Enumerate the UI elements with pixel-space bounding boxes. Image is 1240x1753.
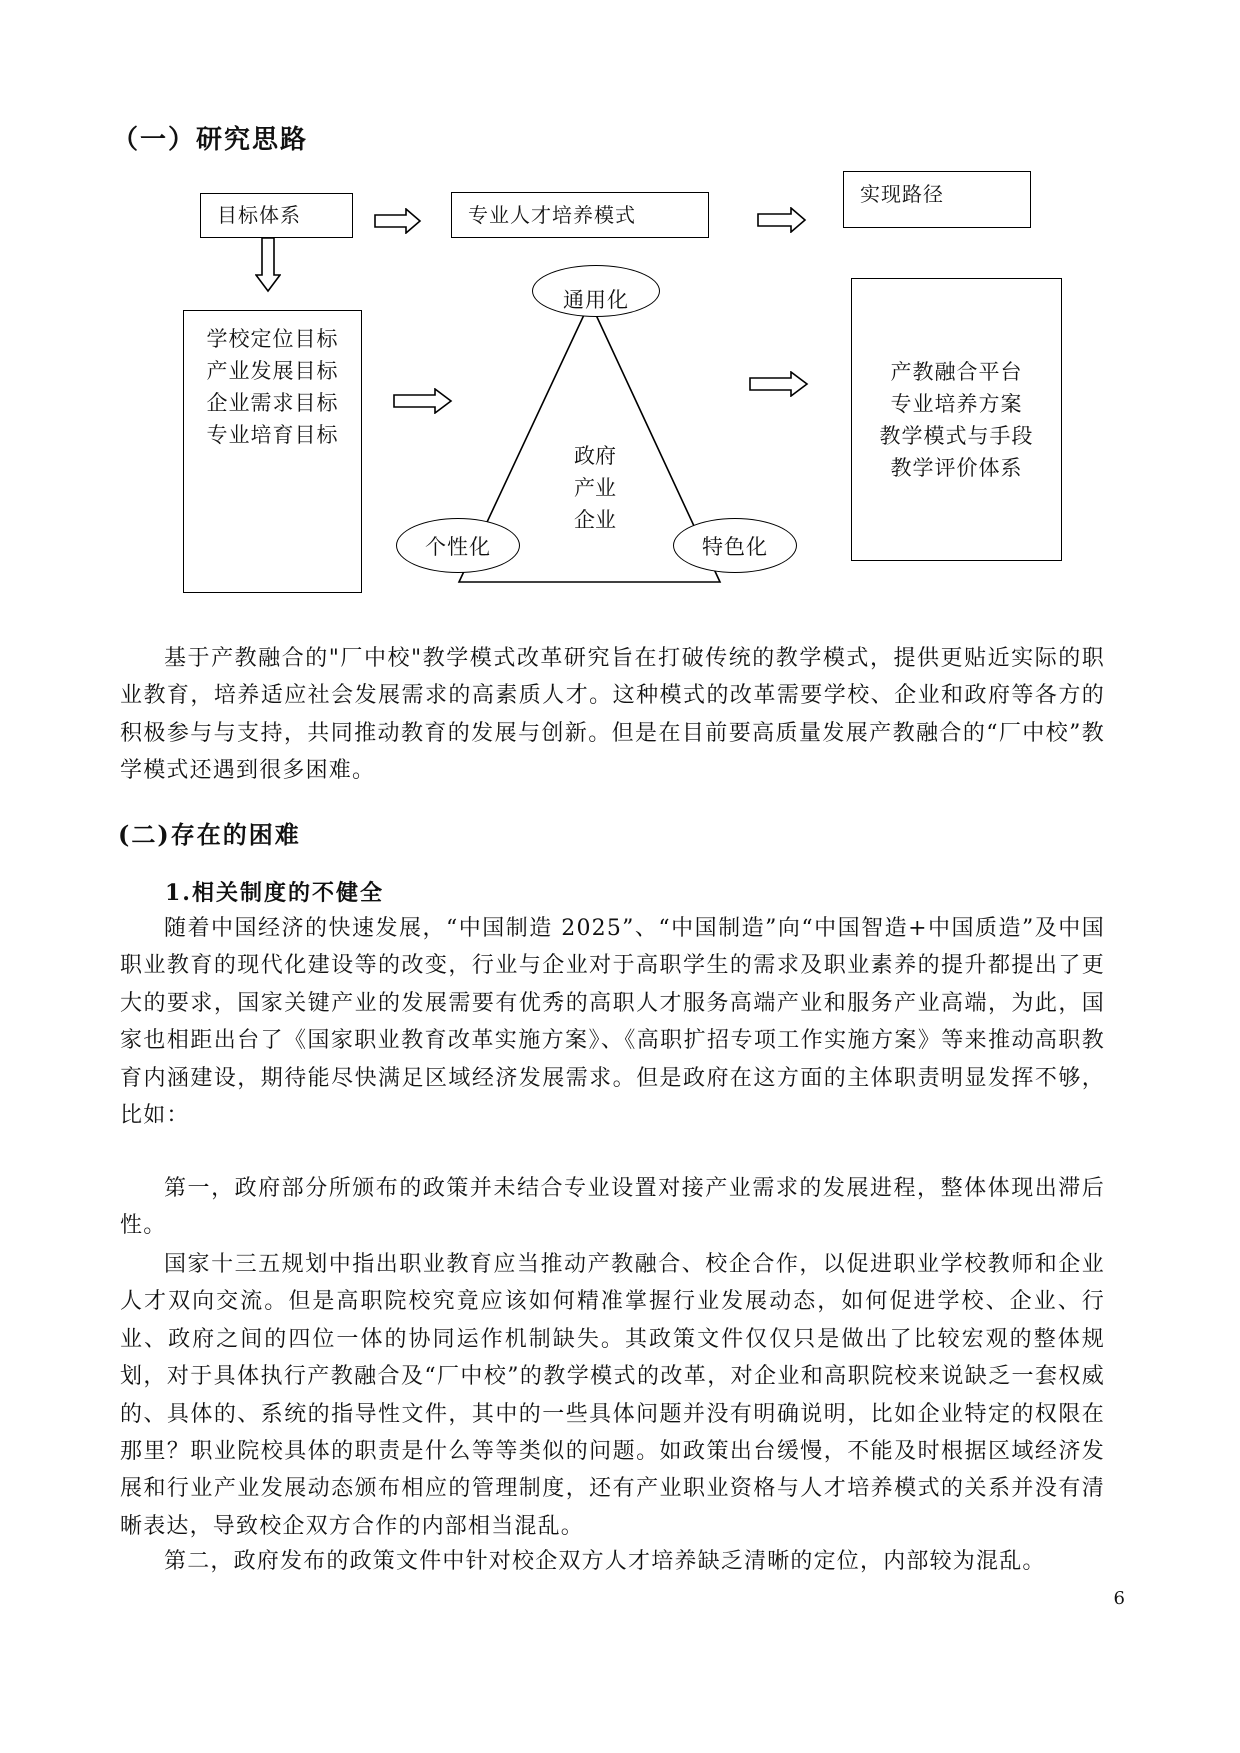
personalization-label: 个性化: [425, 534, 491, 559]
page-number: 6: [1113, 1588, 1125, 1609]
right-arrow-icon: [374, 208, 422, 234]
goal-item: 专业培育目标: [206, 423, 339, 447]
generalization-label: 通用化: [563, 288, 629, 312]
outcome-item: 专业培养方案: [890, 391, 1023, 416]
government-label: 政府: [574, 444, 616, 468]
right-arrow-icon: [749, 371, 809, 397]
implementation-path-box: [843, 171, 1031, 228]
specialization-ellipse: [673, 518, 797, 573]
outcomes-list-box: [851, 278, 1062, 561]
section-title-difficulties: (二)存在的困难: [118, 820, 301, 849]
industry-label: 产业: [574, 476, 616, 500]
talent-model-box: [451, 192, 709, 238]
body-paragraph: 随着中国经济的快速发展，“中国制造 2025”、“中国制造”向“中国智造+中国质造”及中国职业教育的现代化建设等的改变，行业与企业对于高职学生的需求及职业素养的提升都提出了更大的要求，国家关键产业的发展需要有优秀的高职人才服务高端产业和服务产业高端，为此，国家也相距出台了《国家职业教育改革实施方案》、《高职扩招专项工作实施方案》等来推动高职教育内涵建设，期待能尽快满足区域经济发展需求。但是政府在这方面的主体职责明显发挥不够，比如：: [120, 916, 1105, 1129]
triangle-center-labels: [570, 440, 620, 528]
right-arrow-icon: [393, 388, 453, 414]
body-paragraph: 第二，政府发布的政策文件中针对校企双方人才培养缺乏清晰的定位，内部较为混乱。: [164, 1549, 1046, 1574]
goal-system-box: [200, 193, 353, 238]
outcome-item: 教学模式与手段: [879, 423, 1034, 448]
enterprise-label: 企业: [574, 508, 616, 528]
goal-item: 产业发展目标: [206, 359, 339, 383]
outcome-item: 教学评价体系: [890, 455, 1023, 480]
goal-item: 学校定位目标: [206, 327, 339, 351]
specialization-label: 特色化: [702, 534, 768, 559]
body-paragraph: 国家十三五规划中指出职业教育应当推动产教融合、校企合作，以促进职业学校教师和企业人才双向交流。但是高职院校究竟应该如何精准掌握行业发展动态，如何促进学校、企业、行业、政府之间的四位一体的协同运作机制缺失。其政策文件仅仅只是做出了比较宏观的整体规划，对于具体执行产教融合及“厂中校”的教学模式的改革，对企业和高职院校来说缺乏一套权威的、具体的、系统的指导性文件，其中的一些具体问题并没有明确说明，比如企业特定的权限在那里？职业院校具体的职责是什么等等类似的问题。如政策出台缓慢，不能及时根据区域经济发展和行业产业发展动态颁布相应的管理制度，还有产业职业资格与人才培养模式的关系并没有清晰表达，导致校企双方合作的内部相当混乱。: [120, 1252, 1105, 1539]
section-title-research-approach: （一）研究思路: [112, 125, 309, 155]
down-arrow-icon: [255, 237, 281, 293]
right-arrow-icon: [757, 207, 807, 233]
goal-system-label: 目标体系: [217, 203, 301, 227]
personalization-ellipse: [396, 518, 520, 573]
goals-list-box: [183, 310, 362, 593]
implementation-path-label: 实现路径: [860, 182, 944, 206]
body-paragraph: 第一，政府部分所颁布的政策并未结合专业设置对接产业需求的发展进程，整体体现出滞后性。: [120, 1176, 1105, 1239]
goal-item: 企业需求目标: [206, 391, 339, 415]
subsection-title-institutions: 1.相关制度的不健全: [165, 880, 384, 906]
talent-model-label: 专业人才培养模式: [468, 203, 636, 227]
outcome-item: 产教融合平台: [890, 359, 1023, 384]
intro-paragraph: 基于产教融合的"厂中校"教学模式改革研究旨在打破传统的教学模式，提供更贴近实际的职业教育，培养适应社会发展需求的高素质人才。这种模式的改革需要学校、企业和政府等各方的积极参与与支持，共同推动教育的发展与创新。但是在目前要高质量发展产教融合的“厂中校”教学模式还遇到很多困难。: [120, 646, 1105, 784]
generalization-ellipse: [532, 265, 660, 317]
